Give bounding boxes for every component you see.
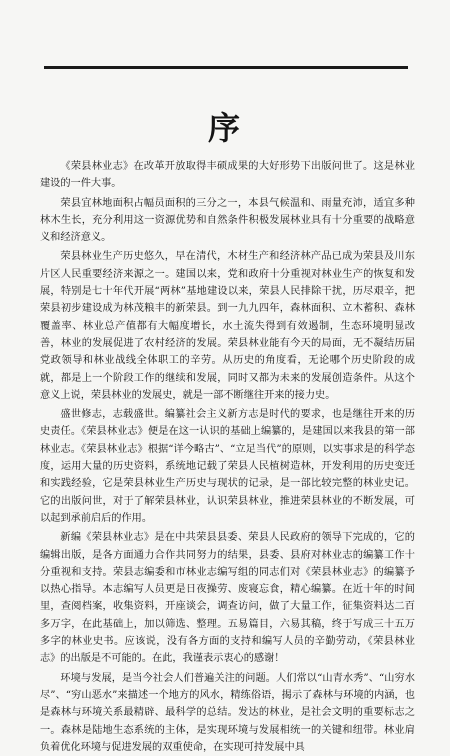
top-rule (44, 66, 408, 69)
paragraph: 荣县宜林地面积占幅员面积的三分之一，本县气候温和、雨量充沛，适宜多种林木生长，充分利用这一资源优势和自然条件积极发展林业具有十分重要的战略意义和经济意义。 (40, 197, 415, 244)
paragraph: 新编《荣县林业志》是在中共荣县县委、荣县人民政府的领导下完成的，它的编辑出版，是各方面通力合作共同努力的结果，县委、县府对林业志的编纂工作十分重视和支持。荣县志编委和市林业志编写组的同志们对《荣县林业志》的编纂予以热心指导。本志编写人员更是日夜操劳、废寝忘食，精心编纂。在近十年的时间里，查阅档案，收集资料，开座谈会，调查访问，做了大量工作，征集资料达二百多万字，在此基础上，加以筛选、整理。五易篇目，六易其稿，终于写成三十五万多字的林业史书。应该说，没有各方面的支持和编写人员的辛勤劳动，《荣县林业志》的出版是不可能的。在此，我谨表示衷心的感谢！ (40, 532, 415, 665)
paragraph: 荣县林业生产历史悠久，早在清代，木材生产和经济林产品已成为荣县及川东片区人民重要经济来源之一。建国以来，党和政府十分重视对林业生产的恢复和发展，特别是七十年代开展“两林”基地建设以来，荣县人民排除干扰，历尽艰辛，把荣县初步建设成为林茂粮丰的新荣县。到一九九四年，森林面积、立木蓄积、森林覆盖率、林业总产值都有大幅度增长，水土流失得到有效遏制，生态环境明显改善，林业的发展促进了农村经济的发展。荣县林业能有今天的局面，无不凝结历届党政领导和林业战线全体职工的辛劳。从历史的角度看，无论哪个历史阶段的成就，都是上一个阶段工作的继续和发展，同时又都为未来的发展创造条件。从这个意义上说，荣县林业的发展史，就是一部不断继往开来的接力史。 (40, 251, 415, 401)
preface-body (40, 158, 415, 756)
paragraph: 盛世修志，志载盛世。编纂社会主义新方志是时代的要求，也是继往开来的历史责任。《荣县林业志》便是在这一认识的基础上编纂的，是建国以来我县的第一部林业志。《荣县林业志》根据“详今略古”、“立足当代”的原则，以实事求是的科学态度，运用大量的历史资料，系统地记载了荣县人民植树造林，开发利用的历史变迁和实践经验，它是荣县林业生产历史与现状的记录，是一部比较完整的林业史记。它的出版问世，对于了解荣县林业，认识荣县林业，推进荣县林业的不断发展，可以起到承前启后的作用。 (40, 409, 415, 524)
paragraph: 环境与发展，是当今社会人们普遍关注的问题。人们常以“山青水秀”、“山穷水尽”、“穷山恶水”来描述一个地方的风水，精练俗语，揭示了森林与环境的内涵，也是森林与环境关系最精辟、最科学的总结。发达的林业，是社会文明的重要标志之一。森林是陆地生态系统的主体，是实现环境与发展相统一的关键和纽带。林业肩负着优化环境与促进发展的双重使命，在实现可持发展中具 (40, 672, 415, 753)
paragraph: 《荣县林业志》在改革开放取得丰硕成果的大好形势下出版问世了。这是林业建设的一件大事。 (40, 161, 415, 190)
page-title: 序 (207, 109, 242, 147)
